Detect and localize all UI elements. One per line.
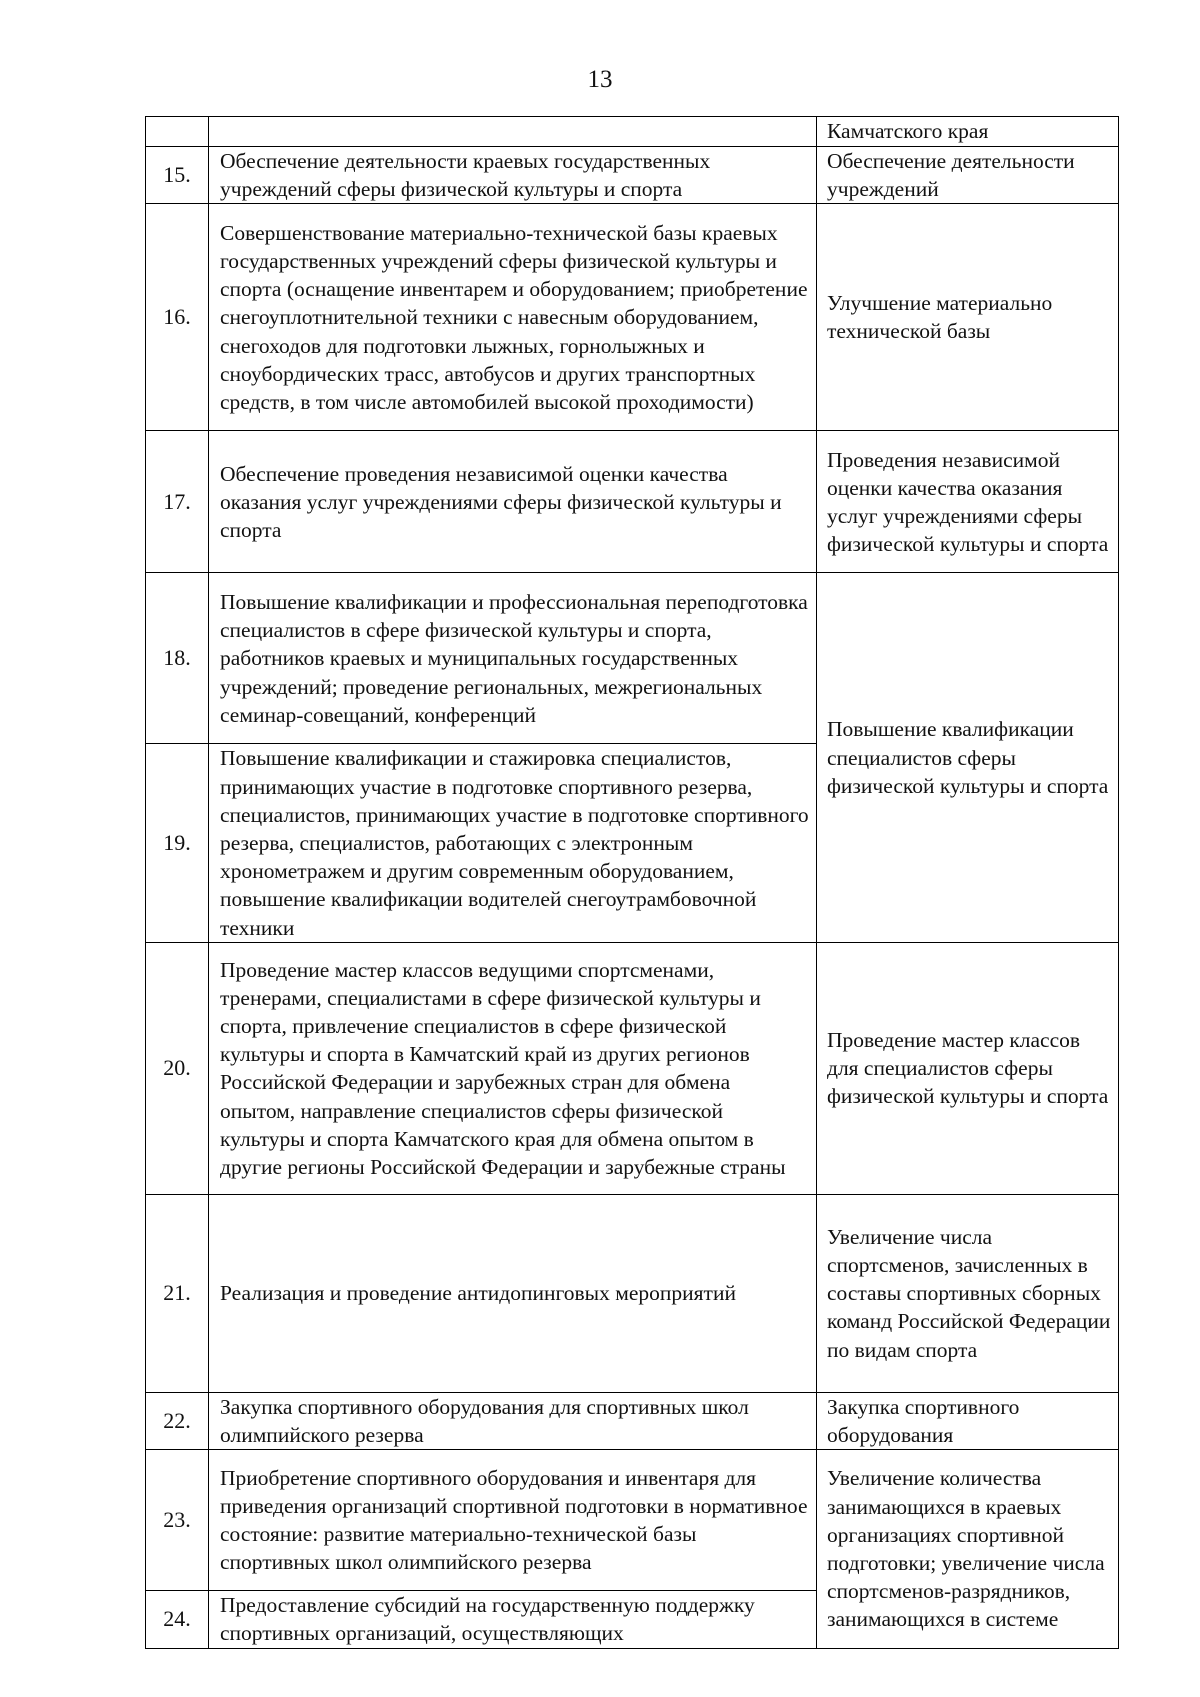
row-result: Обеспечение деятельности учреждений <box>817 147 1119 204</box>
table-row <box>146 1450 1119 1591</box>
row-number: 20. <box>146 942 209 1194</box>
row-description: Закупка спортивного оборудования для спортивных школ олимпийского резерва <box>209 1392 817 1449</box>
row-result: Увеличение числа спортсменов, зачисленных в составы спортивных сборных команд Российской Федерации по видам спорта <box>817 1194 1119 1392</box>
row-result: Увеличение количества занимающихся в краевых организациях спортивной подготовки; увеличение числа спортсменов-разрядников, занимающихся в системе <box>817 1450 1119 1648</box>
table-row <box>146 573 1119 744</box>
row-description: Повышение квалификации и стажировка специалистов, принимающих участие в подготовке спортивного резерва, специалистов, принимающих участие в подготовке спортивного резерва, специалистов, работающих с электронным хронометражем и другим современным оборудованием, повышение квалификации водителей снегоутрамбовочной техники <box>209 744 817 942</box>
table-row <box>146 431 1119 573</box>
row-number: 16. <box>146 204 209 431</box>
row-description: Предоставление субсидий на государственную поддержку спортивных организаций, осуществляющих <box>209 1591 817 1648</box>
table-row <box>146 1392 1119 1449</box>
row-result: Улучшение материально технической базы <box>817 204 1119 431</box>
row-number: 23. <box>146 1450 209 1591</box>
row-number: 21. <box>146 1194 209 1392</box>
row-description: Обеспечение деятельности краевых государственных учреждений сферы физической культуры и спорта <box>209 147 817 204</box>
table-row <box>146 942 1119 1194</box>
table-row <box>146 147 1119 204</box>
row-number <box>146 117 209 147</box>
row-description: Приобретение спортивного оборудования и инвентаря для приведения организаций спортивной подготовки в нормативное состояние: развитие материально-технической базы спортивных школ олимпийского резерва <box>209 1450 817 1591</box>
row-description <box>209 117 817 147</box>
row-result: Закупка спортивного оборудования <box>817 1392 1119 1449</box>
row-description: Повышение квалификации и профессиональная переподготовка специалистов в сфере физической культуры и спорта, работников краевых и муниципальных государственных учреждений; проведение региональных, межрегиональных семинар-совещаний, конференций <box>209 573 817 744</box>
row-result: Камчатского края <box>817 117 1119 147</box>
page-number: 13 <box>587 66 613 93</box>
table-row <box>146 117 1119 147</box>
row-description: Проведение мастер классов ведущими спортсменами, тренерами, специалистами в сфере физической культуры и спорта, привлечение специалистов в сфере физической культуры и спорта в Камчатский край из других регионов Российской Федерации и зарубежных стран для обмена опытом, направление специалистов сферы физической культуры и спорта Камчатского края для обмена опытом в другие регионы Российской Федерации и зарубежные страны <box>209 942 817 1194</box>
row-number: 24. <box>146 1591 209 1648</box>
row-number: 19. <box>146 744 209 942</box>
row-description: Обеспечение проведения независимой оценки качества оказания услуг учреждениями сферы физической культуры и спорта <box>209 431 817 573</box>
row-number: 18. <box>146 573 209 744</box>
row-number: 22. <box>146 1392 209 1449</box>
measures-table <box>145 116 1119 1649</box>
row-description: Реализация и проведение антидопинговых мероприятий <box>209 1194 817 1392</box>
row-number: 17. <box>146 431 209 573</box>
row-description: Совершенствование материально-технической базы краевых государственных учреждений сферы физической культуры и спорта (оснащение инвентарем и оборудованием; приобретение снегоуплотнительной техники с навесным оборудованием, снегоходов для подготовки лыжных, горнолыжных и сноубордических трасс, автобусов и других транспортных средств, в том числе автомобилей высокой проходимости) <box>209 204 817 431</box>
row-result: Проведение мастер классов для специалистов сферы физической культуры и спорта <box>817 942 1119 1194</box>
row-result: Повышение квалификации специалистов сферы физической культуры и спорта <box>817 573 1119 942</box>
table-row <box>146 1194 1119 1392</box>
row-result: Проведения независимой оценки качества оказания услуг учреждениями сферы физической культуры и спорта <box>817 431 1119 573</box>
row-number: 15. <box>146 147 209 204</box>
table-row <box>146 204 1119 431</box>
